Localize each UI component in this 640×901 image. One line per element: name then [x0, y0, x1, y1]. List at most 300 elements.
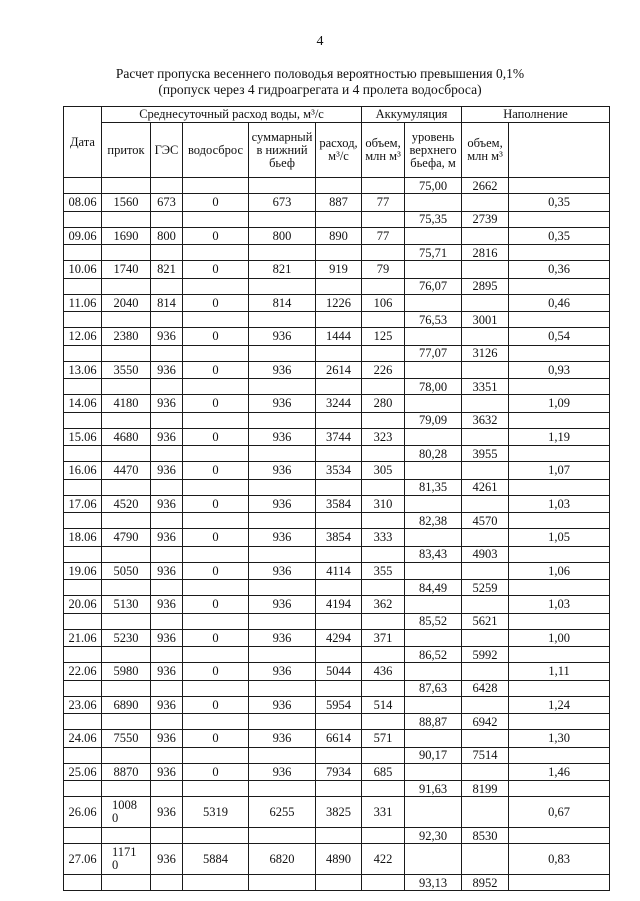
empty-cell: [64, 647, 102, 663]
accum-volume-cell: 371: [362, 629, 405, 647]
empty-cell: [462, 294, 509, 312]
hpp-cell: 936: [151, 596, 183, 614]
empty-cell: [183, 513, 249, 529]
fill-volume-cell: 8199: [462, 781, 509, 797]
empty-cell: [151, 211, 183, 227]
empty-cell: [64, 875, 102, 891]
empty-cell: [362, 875, 405, 891]
fill-row: [64, 875, 610, 891]
fill-volume-cell: 5621: [462, 613, 509, 629]
spillway-cell: 0: [183, 328, 249, 346]
spillway-cell: 0: [183, 562, 249, 580]
empty-cell: [102, 513, 151, 529]
level-cell: 93,13: [405, 875, 462, 891]
intensity-cell: 0,35: [509, 227, 610, 245]
empty-cell: [509, 580, 610, 596]
empty-cell: [151, 379, 183, 395]
fill-row: [64, 479, 610, 495]
empty-cell: [249, 345, 316, 361]
fill-volume-cell: 6942: [462, 714, 509, 730]
total-cell: 821: [249, 261, 316, 279]
table-row: [64, 730, 610, 748]
total-cell: 936: [249, 730, 316, 748]
accum-volume-cell: 355: [362, 562, 405, 580]
intensity-cell: 1,24: [509, 696, 610, 714]
empty-cell: [249, 546, 316, 562]
empty-cell: [151, 647, 183, 663]
empty-cell: [462, 844, 509, 875]
accum-volume-cell: 436: [362, 663, 405, 681]
level-cell: 77,07: [405, 345, 462, 361]
total-cell: 936: [249, 462, 316, 480]
intensity-cell: 1,07: [509, 462, 610, 480]
header-hpp: ГЭС: [151, 123, 183, 178]
empty-cell: [64, 446, 102, 462]
empty-cell: [183, 875, 249, 891]
intensity-cell: 1,46: [509, 763, 610, 781]
empty-cell: [102, 345, 151, 361]
date-cell: 15.06: [64, 428, 102, 446]
empty-cell: [151, 178, 183, 194]
empty-cell: [316, 412, 362, 428]
empty-cell: [462, 629, 509, 647]
level-cell: 75,35: [405, 211, 462, 227]
spillway-cell: 0: [183, 529, 249, 547]
accum-flow-cell: 4890: [316, 844, 362, 875]
empty-cell: [405, 462, 462, 480]
empty-cell: [249, 479, 316, 495]
fill-row: [64, 245, 610, 261]
empty-cell: [316, 680, 362, 696]
level-cell: 78,00: [405, 379, 462, 395]
intensity-cell: 0,46: [509, 294, 610, 312]
fill-volume-cell: 3001: [462, 312, 509, 328]
fill-volume-cell: 4570: [462, 513, 509, 529]
empty-cell: [64, 278, 102, 294]
accum-volume-cell: 280: [362, 395, 405, 413]
empty-cell: [405, 294, 462, 312]
empty-cell: [183, 211, 249, 227]
date-cell: 23.06: [64, 696, 102, 714]
intensity-cell: 1,30: [509, 730, 610, 748]
empty-cell: [316, 479, 362, 495]
empty-cell: [102, 546, 151, 562]
empty-cell: [462, 261, 509, 279]
fill-volume-cell: 7514: [462, 747, 509, 763]
empty-cell: [249, 613, 316, 629]
empty-cell: [462, 730, 509, 748]
empty-cell: [316, 446, 362, 462]
empty-cell: [183, 546, 249, 562]
fill-row: [64, 211, 610, 227]
total-cell: 936: [249, 596, 316, 614]
empty-cell: [64, 680, 102, 696]
empty-cell: [405, 696, 462, 714]
accum-volume-cell: 77: [362, 227, 405, 245]
empty-cell: [362, 412, 405, 428]
empty-cell: [151, 446, 183, 462]
fill-row: [64, 278, 610, 294]
empty-cell: [316, 747, 362, 763]
empty-cell: [151, 781, 183, 797]
spillway-cell: 5319: [183, 797, 249, 828]
accum-flow-cell: 7934: [316, 763, 362, 781]
fill-row: [64, 312, 610, 328]
fill-volume-cell: 2816: [462, 245, 509, 261]
accum-volume-cell: 125: [362, 328, 405, 346]
date-cell: 25.06: [64, 763, 102, 781]
accum-volume-cell: 333: [362, 529, 405, 547]
accum-flow-cell: 1226: [316, 294, 362, 312]
empty-cell: [183, 828, 249, 844]
fill-volume-cell: 3632: [462, 412, 509, 428]
empty-cell: [405, 596, 462, 614]
inflow-cell: 5130: [102, 596, 151, 614]
empty-cell: [249, 828, 316, 844]
level-cell: 85,52: [405, 613, 462, 629]
header-total-downstream: суммарный в нижний бьеф: [249, 123, 316, 178]
header-inflow: приток: [102, 123, 151, 178]
fill-row: [64, 412, 610, 428]
intensity-cell: 0,36: [509, 261, 610, 279]
header-level: уровень верхнего бьефа, м: [405, 123, 462, 178]
empty-cell: [462, 797, 509, 828]
empty-cell: [462, 328, 509, 346]
header-accum-flow: расход, м³/с: [316, 123, 362, 178]
inflow-cell: 1560: [102, 194, 151, 212]
table-row: [64, 395, 610, 413]
date-cell: 17.06: [64, 495, 102, 513]
empty-cell: [64, 546, 102, 562]
empty-cell: [362, 546, 405, 562]
empty-cell: [362, 680, 405, 696]
empty-cell: [362, 613, 405, 629]
empty-cell: [405, 763, 462, 781]
inflow-cell: 2380: [102, 328, 151, 346]
spillway-cell: 0: [183, 227, 249, 245]
empty-cell: [509, 211, 610, 227]
empty-cell: [102, 580, 151, 596]
hpp-cell: 936: [151, 844, 183, 875]
total-cell: 800: [249, 227, 316, 245]
empty-cell: [183, 714, 249, 730]
accum-flow-cell: 5044: [316, 663, 362, 681]
fill-row: [64, 680, 610, 696]
fill-row: [64, 546, 610, 562]
empty-cell: [509, 312, 610, 328]
empty-cell: [509, 178, 610, 194]
accum-volume-cell: 323: [362, 428, 405, 446]
level-cell: 79,09: [405, 412, 462, 428]
empty-cell: [405, 730, 462, 748]
inflow-cell: 2040: [102, 294, 151, 312]
inflow-cell: 5230: [102, 629, 151, 647]
empty-cell: [509, 781, 610, 797]
date-cell: 11.06: [64, 294, 102, 312]
empty-cell: [151, 513, 183, 529]
fill-volume-cell: 4261: [462, 479, 509, 495]
empty-cell: [183, 312, 249, 328]
accum-flow-cell: 887: [316, 194, 362, 212]
title-line-1: Расчет пропуска весеннего половодья вероятностью превышения 0,1%: [115, 66, 525, 81]
empty-cell: [316, 714, 362, 730]
empty-cell: [362, 245, 405, 261]
inflow-cell: [102, 797, 151, 828]
hpp-cell: 936: [151, 328, 183, 346]
spillway-cell: 0: [183, 194, 249, 212]
empty-cell: [316, 211, 362, 227]
empty-cell: [64, 211, 102, 227]
header-group-filling: Наполнение: [462, 107, 610, 123]
fill-volume-cell: 3126: [462, 345, 509, 361]
inflow-cell: 6890: [102, 696, 151, 714]
hpp-cell: 673: [151, 194, 183, 212]
level-cell: 81,35: [405, 479, 462, 495]
level-cell: 91,63: [405, 781, 462, 797]
empty-cell: [102, 278, 151, 294]
accum-flow-cell: 4194: [316, 596, 362, 614]
date-cell: 20.06: [64, 596, 102, 614]
empty-cell: [151, 479, 183, 495]
hpp-cell: 936: [151, 462, 183, 480]
fill-volume-cell: 3351: [462, 379, 509, 395]
accum-volume-cell: 77: [362, 194, 405, 212]
inflow-cell: 5980: [102, 663, 151, 681]
empty-cell: [509, 613, 610, 629]
empty-cell: [249, 513, 316, 529]
empty-cell: [462, 562, 509, 580]
empty-cell: [316, 647, 362, 663]
empty-cell: [151, 714, 183, 730]
empty-cell: [405, 194, 462, 212]
empty-cell: [102, 613, 151, 629]
total-cell: 936: [249, 529, 316, 547]
fill-row: [64, 379, 610, 395]
empty-cell: [102, 379, 151, 395]
empty-cell: [405, 797, 462, 828]
empty-cell: [509, 513, 610, 529]
empty-cell: [362, 647, 405, 663]
empty-cell: [249, 211, 316, 227]
empty-cell: [509, 446, 610, 462]
table-row: [64, 763, 610, 781]
empty-cell: [151, 412, 183, 428]
accum-flow-cell: 3744: [316, 428, 362, 446]
empty-cell: [151, 580, 183, 596]
empty-cell: [102, 446, 151, 462]
total-cell: 673: [249, 194, 316, 212]
empty-cell: [316, 828, 362, 844]
empty-cell: [102, 875, 151, 891]
level-cell: 90,17: [405, 747, 462, 763]
empty-cell: [405, 562, 462, 580]
inflow-cell: 1690: [102, 227, 151, 245]
accum-flow-cell: 6614: [316, 730, 362, 748]
empty-cell: [102, 479, 151, 495]
accum-volume-cell: 571: [362, 730, 405, 748]
table-row: [64, 596, 610, 614]
empty-cell: [462, 462, 509, 480]
empty-cell: [316, 379, 362, 395]
inflow-cell: 4790: [102, 529, 151, 547]
empty-cell: [249, 580, 316, 596]
total-cell: 936: [249, 663, 316, 681]
header-fill-volume: объем, млн м³: [462, 123, 509, 178]
empty-cell: [151, 828, 183, 844]
empty-cell: [249, 647, 316, 663]
empty-cell: [316, 345, 362, 361]
empty-cell: [362, 211, 405, 227]
empty-cell: [249, 446, 316, 462]
level-cell: 76,53: [405, 312, 462, 328]
spillway-cell: 0: [183, 395, 249, 413]
empty-cell: [316, 580, 362, 596]
fill-row: [64, 828, 610, 844]
empty-cell: [183, 446, 249, 462]
accum-volume-cell: 362: [362, 596, 405, 614]
hpp-cell: 936: [151, 495, 183, 513]
empty-cell: [362, 513, 405, 529]
empty-cell: [102, 680, 151, 696]
table-row: [64, 462, 610, 480]
intensity-cell: 0,54: [509, 328, 610, 346]
fill-volume-cell: 3955: [462, 446, 509, 462]
hpp-cell: 936: [151, 797, 183, 828]
empty-cell: [362, 379, 405, 395]
empty-cell: [183, 747, 249, 763]
empty-cell: [102, 647, 151, 663]
table-row: [64, 663, 610, 681]
empty-cell: [183, 345, 249, 361]
header-spillway: водосброс: [183, 123, 249, 178]
empty-cell: [151, 546, 183, 562]
empty-cell: [249, 312, 316, 328]
total-cell: 936: [249, 495, 316, 513]
empty-cell: [64, 245, 102, 261]
fill-volume-cell: 8952: [462, 875, 509, 891]
empty-cell: [362, 278, 405, 294]
empty-cell: [362, 345, 405, 361]
date-cell: 19.06: [64, 562, 102, 580]
level-cell: 82,38: [405, 513, 462, 529]
intensity-cell: 1,11: [509, 663, 610, 681]
header-accum-volume: объем, млн м³: [362, 123, 405, 178]
accum-volume-cell: 79: [362, 261, 405, 279]
table-row: [64, 227, 610, 245]
empty-cell: [64, 513, 102, 529]
empty-cell: [509, 747, 610, 763]
accum-volume-cell: 226: [362, 361, 405, 379]
empty-cell: [102, 211, 151, 227]
level-cell: 80,28: [405, 446, 462, 462]
spillway-cell: 0: [183, 361, 249, 379]
table-row: [64, 361, 610, 379]
accum-flow-cell: 3584: [316, 495, 362, 513]
empty-cell: [64, 828, 102, 844]
inflow-cell: 4180: [102, 395, 151, 413]
table-row: [64, 294, 610, 312]
hpp-cell: 936: [151, 663, 183, 681]
total-cell: 6820: [249, 844, 316, 875]
empty-cell: [405, 629, 462, 647]
empty-cell: [64, 781, 102, 797]
empty-cell: [316, 245, 362, 261]
inflow-cell: 7550: [102, 730, 151, 748]
empty-cell: [405, 663, 462, 681]
empty-cell: [151, 613, 183, 629]
date-cell: 08.06: [64, 194, 102, 212]
spillway-cell: 0: [183, 596, 249, 614]
empty-cell: [249, 875, 316, 891]
fill-row: [64, 345, 610, 361]
intensity-cell: 1,00: [509, 629, 610, 647]
fill-row: [64, 178, 610, 194]
level-cell: 75,71: [405, 245, 462, 261]
level-cell: 92,30: [405, 828, 462, 844]
flood-calculation-table: [63, 106, 610, 891]
empty-cell: [183, 178, 249, 194]
fill-volume-cell: 6428: [462, 680, 509, 696]
table-row: [64, 562, 610, 580]
empty-cell: [509, 875, 610, 891]
accum-flow-cell: 890: [316, 227, 362, 245]
empty-cell: [64, 714, 102, 730]
intensity-cell: 1,03: [509, 596, 610, 614]
empty-cell: [64, 412, 102, 428]
fill-volume-cell: 5259: [462, 580, 509, 596]
empty-cell: [102, 245, 151, 261]
accum-flow-cell: 4294: [316, 629, 362, 647]
intensity-cell: 1,19: [509, 428, 610, 446]
empty-cell: [509, 245, 610, 261]
empty-cell: [509, 379, 610, 395]
empty-cell: [183, 580, 249, 596]
inflow-value: 10080: [112, 798, 137, 825]
empty-cell: [102, 312, 151, 328]
date-cell: 09.06: [64, 227, 102, 245]
empty-cell: [151, 747, 183, 763]
date-cell: 12.06: [64, 328, 102, 346]
total-cell: 936: [249, 395, 316, 413]
empty-cell: [405, 529, 462, 547]
empty-cell: [405, 428, 462, 446]
empty-cell: [316, 178, 362, 194]
table-row: [64, 696, 610, 714]
empty-cell: [102, 747, 151, 763]
total-cell: 936: [249, 763, 316, 781]
spillway-cell: 0: [183, 629, 249, 647]
inflow-cell: 5050: [102, 562, 151, 580]
hpp-cell: 936: [151, 696, 183, 714]
empty-cell: [405, 361, 462, 379]
empty-cell: [462, 361, 509, 379]
empty-cell: [316, 781, 362, 797]
accum-flow-cell: 5954: [316, 696, 362, 714]
empty-cell: [102, 178, 151, 194]
document-title: [0, 66, 640, 98]
empty-cell: [462, 395, 509, 413]
total-cell: 936: [249, 562, 316, 580]
table-row: [64, 495, 610, 513]
empty-cell: [249, 412, 316, 428]
empty-cell: [405, 395, 462, 413]
fill-volume-cell: 2662: [462, 178, 509, 194]
level-cell: 76,07: [405, 278, 462, 294]
empty-cell: [462, 696, 509, 714]
level-cell: 83,43: [405, 546, 462, 562]
date-cell: 21.06: [64, 629, 102, 647]
accum-flow-cell: 3534: [316, 462, 362, 480]
